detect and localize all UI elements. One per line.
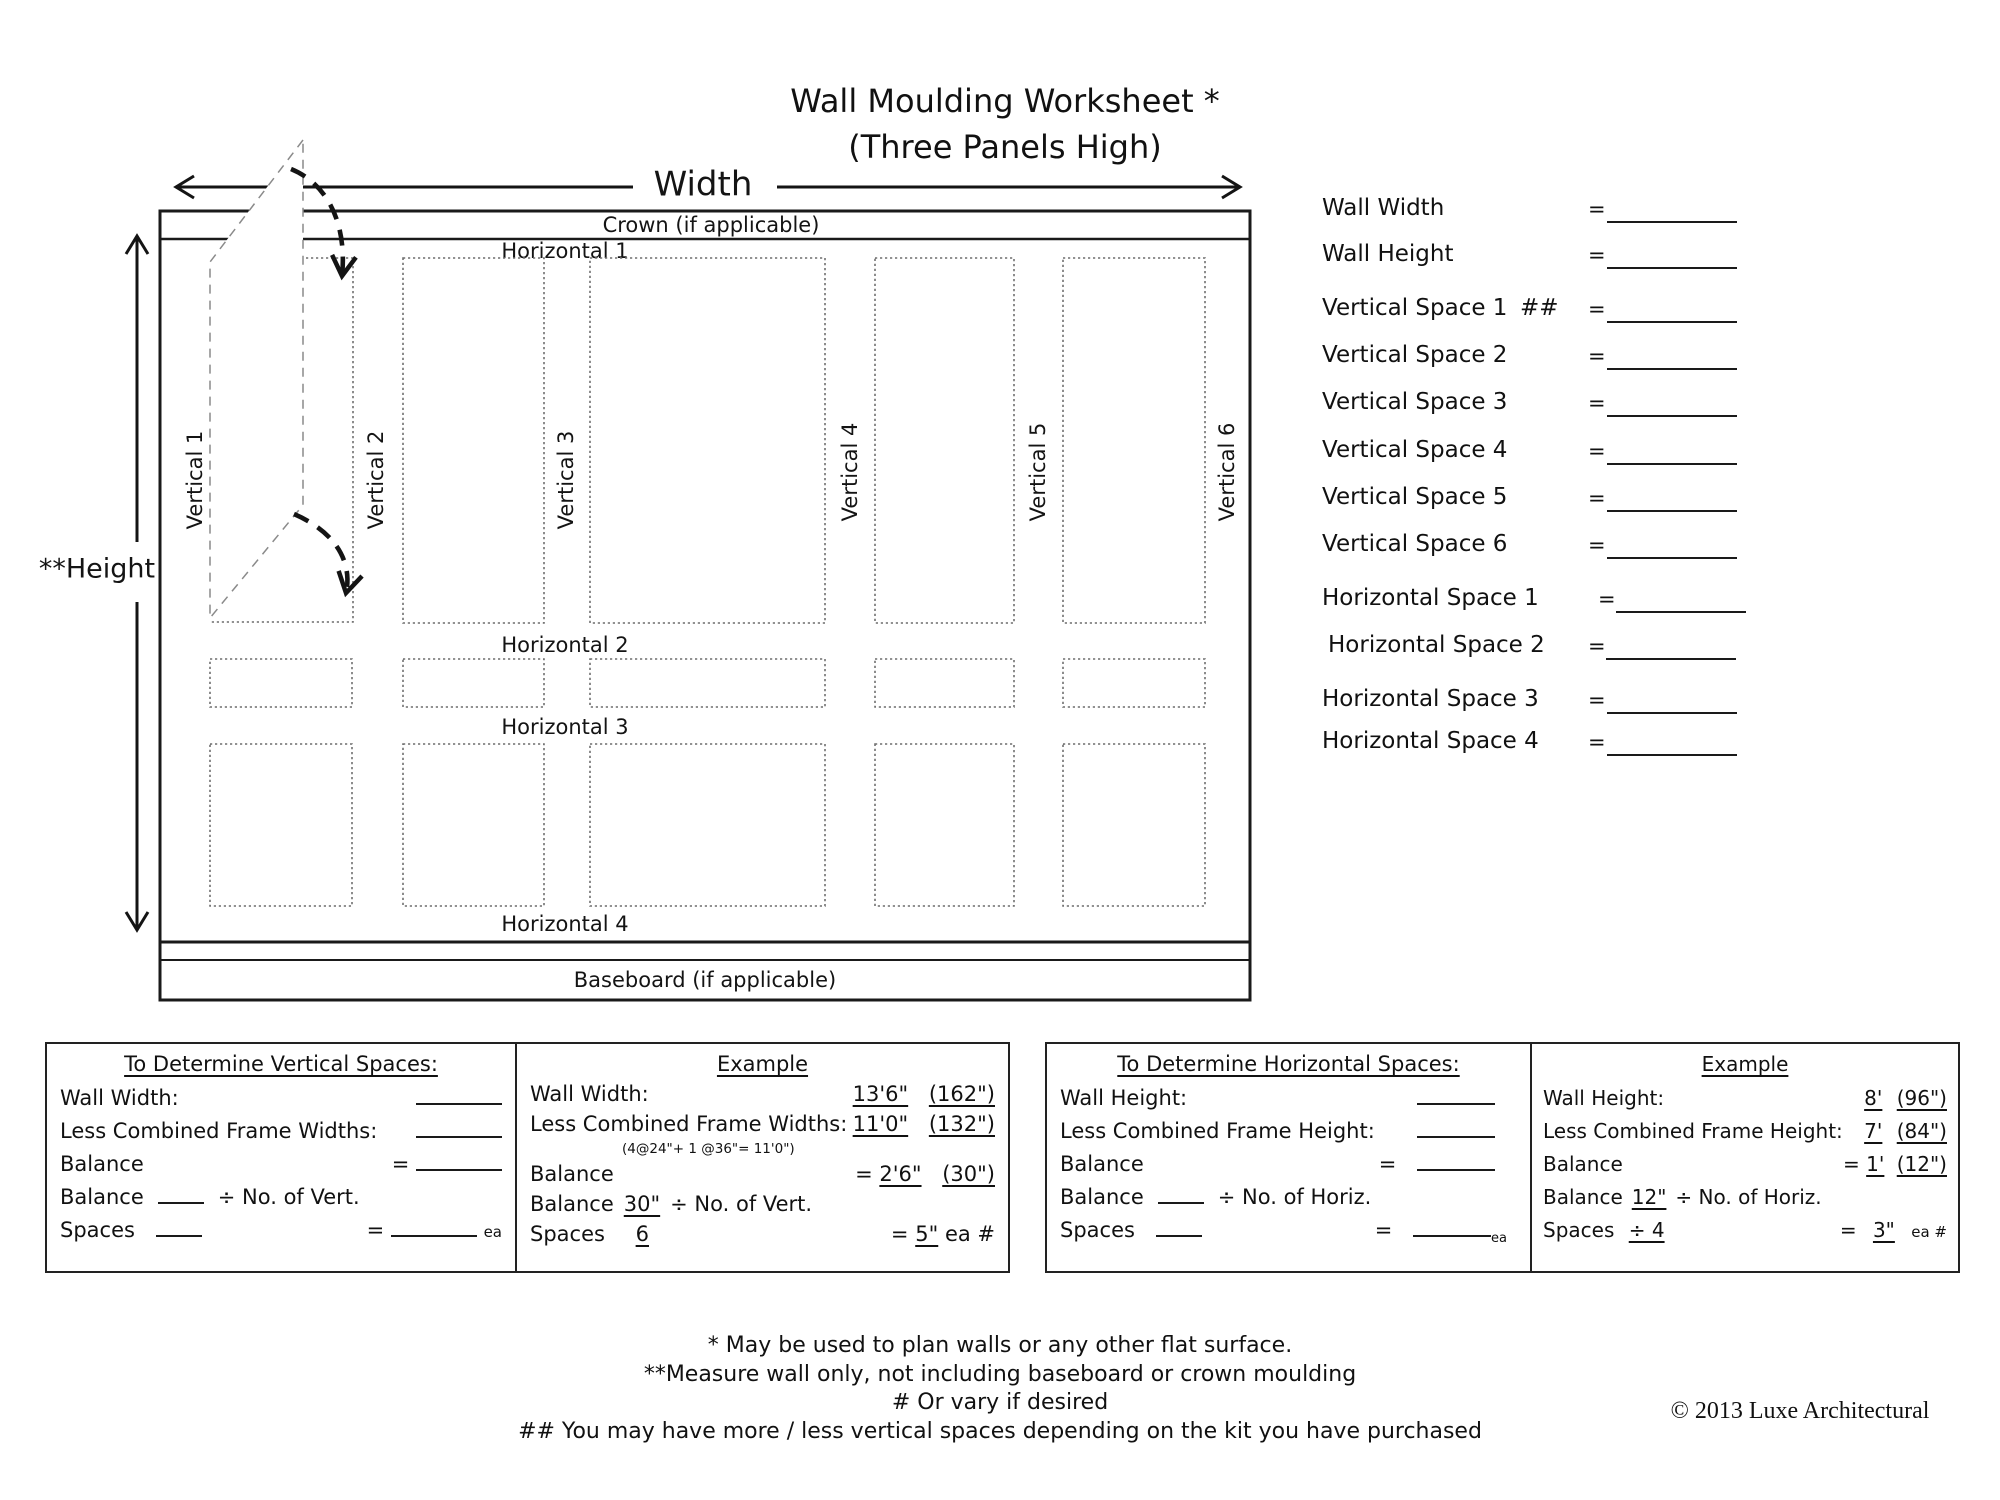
example-value: 2'6" (879, 1162, 922, 1186)
equals-sign: = (1588, 486, 1606, 510)
footnote-4: ## You may have more / less vertical spaces depending on the kit you have purchased (518, 1418, 1482, 1444)
fill-in-blank (1607, 463, 1737, 465)
fill-in-blank (1607, 712, 1737, 714)
row-label: Wall Height: (1543, 1086, 1665, 1110)
box-row (1543, 1148, 1947, 1181)
row-label: Balance (1543, 1185, 1623, 1209)
form-label: Horizontal Space 3 (1322, 686, 1539, 712)
row-label: Balance (530, 1192, 614, 1216)
equals-sign: = (1588, 634, 1606, 658)
box-row (60, 1115, 502, 1148)
form-row-vertical-space-4 (1322, 437, 1782, 469)
each-suffix: ea (1491, 1231, 1507, 1247)
height-label: **Height (38, 553, 156, 585)
fill-in-blank (1607, 754, 1737, 756)
equals-sign: = (1588, 243, 1606, 267)
vertical-1-label: Vertical 1 (183, 430, 207, 530)
row-label: Less Combined Frame Widths: (530, 1112, 848, 1136)
box-title: To Determine Vertical Spaces: (124, 1052, 438, 1076)
row-label: Less Combined Frame Height: (1543, 1119, 1843, 1143)
horizontal-2-label: Horizontal 2 (501, 633, 629, 657)
box-row (1060, 1115, 1517, 1148)
equals-sign: = (1588, 439, 1606, 463)
wall-outline (160, 211, 1250, 1000)
box-row (60, 1148, 502, 1181)
example-value: 7' (1864, 1119, 1883, 1143)
row-label: Less Combined Frame Height: (1060, 1119, 1375, 1143)
equals-sign: = (855, 1162, 873, 1186)
box-row (1543, 1082, 1947, 1115)
box-row (530, 1110, 995, 1140)
form-label: Vertical Space 5 (1322, 484, 1508, 510)
vertical-example-box (517, 1042, 1010, 1273)
box-row (60, 1082, 502, 1115)
form-label: Vertical Space 1 (1322, 295, 1508, 321)
form-label: Horizontal Space 2 (1328, 632, 1545, 658)
form-row-vertical-space-6 (1322, 531, 1782, 563)
copyright: © 2013 Luxe Architectural (1670, 1398, 1930, 1424)
title-line-1: Wall Moulding Worksheet * (790, 82, 1220, 120)
example-value: (84") (1896, 1119, 1947, 1143)
footnote-3: # Or vary if desired (891, 1390, 1109, 1415)
row-label: Balance (530, 1162, 614, 1186)
fill-in-blank (416, 1116, 502, 1138)
example-value: (96") (1896, 1086, 1947, 1110)
each-suffix: ea (483, 1223, 502, 1241)
fill-in-blank (1607, 221, 1737, 223)
fill-in-blank (1417, 1116, 1495, 1138)
row-label: Wall Width: (530, 1082, 649, 1106)
equals-sign: = (1588, 730, 1606, 754)
form-row-horizontal-space-3 (1322, 686, 1782, 718)
form-label: Vertical Space 4 (1322, 437, 1508, 463)
title-line-2: (Three Panels High) (848, 128, 1162, 166)
form-label: Wall Height (1322, 241, 1454, 267)
equals-sign: = (366, 1218, 385, 1242)
fill-in-blank (1607, 510, 1737, 512)
equals-sign: = (1588, 297, 1606, 321)
example-value: (132") (928, 1112, 995, 1136)
example-value: 5" (915, 1222, 939, 1246)
form-label: Vertical Space 3 (1322, 389, 1508, 415)
horizontal-spaces-box (1045, 1042, 1532, 1273)
baseboard-label: Baseboard (if applicable) (573, 968, 837, 992)
each-suffix: ea # (944, 1222, 995, 1246)
example-value: 8' (1864, 1086, 1883, 1110)
horizontal-4-label: Horizontal 4 (501, 912, 629, 936)
equals-sign: = (1588, 344, 1606, 368)
box-row (530, 1190, 995, 1220)
row-label: ÷ No. of Horiz. (1675, 1185, 1822, 1209)
fill-in-blank (156, 1215, 202, 1237)
fill-in-blank (1616, 611, 1746, 613)
vertical-spaces-box (45, 1042, 517, 1273)
box-row (530, 1160, 995, 1190)
box-row (1543, 1181, 1947, 1214)
each-suffix: ea # (1911, 1223, 1947, 1241)
box-row (1060, 1214, 1517, 1247)
row-label: Spaces (1543, 1218, 1615, 1242)
box-row (60, 1214, 502, 1247)
row-label: Spaces (60, 1218, 135, 1242)
equals-sign: = (1843, 1152, 1860, 1176)
crown-label: Crown (if applicable) (602, 213, 820, 237)
row-label: Balance (60, 1185, 144, 1209)
fill-in-blank (1417, 1149, 1495, 1171)
example-value: 12" (1631, 1185, 1667, 1209)
vertical-4-label: Vertical 4 (838, 422, 862, 522)
vertical-2-label: Vertical 2 (364, 430, 388, 530)
row-label: ÷ No. of Vert. (670, 1192, 813, 1216)
form-label: Wall Width (1322, 195, 1445, 221)
fill-in-blank (1413, 1215, 1491, 1237)
example-value: 30" (623, 1192, 661, 1216)
fill-in-blank (1606, 658, 1736, 660)
equals-sign: = (1374, 1218, 1393, 1242)
box-title: Example (716, 1052, 809, 1076)
form-label: Horizontal Space 1 (1322, 585, 1539, 611)
equals-sign: = (1598, 587, 1616, 611)
equals-sign: = (1378, 1152, 1397, 1176)
box-row (1060, 1181, 1517, 1214)
width-label: Width (653, 164, 753, 205)
example-value: 3" (1872, 1218, 1895, 1242)
form-label: Horizontal Space 4 (1322, 728, 1539, 754)
box-row (530, 1080, 995, 1110)
row-label: Balance (1060, 1152, 1144, 1176)
horizontal-1-label: Horizontal 1 (501, 239, 629, 263)
double-hash-note: ## (1520, 295, 1559, 321)
fill-in-blank (1156, 1215, 1202, 1237)
example-value: ÷ 4 (1628, 1218, 1665, 1242)
box-title: To Determine Horizontal Spaces: (1117, 1052, 1460, 1076)
equals-sign: = (391, 1152, 410, 1176)
form-row-vertical-space-5 (1322, 484, 1782, 516)
equals-sign: = (1839, 1218, 1857, 1242)
form-row-vertical-space-2 (1322, 342, 1782, 374)
footnote-2: **Measure wall only, not including baseboard or crown moulding (643, 1361, 1357, 1387)
form-row-vertical-space-3 (1322, 389, 1782, 421)
form-row-wall-height (1322, 241, 1782, 273)
box-row (530, 1220, 995, 1250)
equals-sign: = (1588, 391, 1606, 415)
row-label: Wall Width: (60, 1086, 179, 1110)
row-label: ÷ No. of Vert. (217, 1185, 360, 1209)
row-label: Balance (60, 1152, 144, 1176)
row-label: Wall Height: (1060, 1086, 1188, 1110)
footnote-1: * May be used to plan walls or any other flat surface. (707, 1333, 1293, 1358)
row-label: Balance (1543, 1152, 1623, 1176)
form-label: Vertical Space 6 (1322, 531, 1508, 557)
horizontal-example-box (1532, 1042, 1960, 1273)
fill-in-blank (1417, 1083, 1495, 1105)
fill-in-blank (158, 1182, 204, 1204)
fill-in-blank (1607, 321, 1737, 323)
fill-in-blank (1158, 1182, 1204, 1204)
fill-in-blank (1607, 557, 1737, 559)
equals-sign: = (1588, 688, 1606, 712)
row-label: Less Combined Frame Widths: (60, 1119, 378, 1143)
box-row (1543, 1115, 1947, 1148)
example-value: (30") (942, 1162, 995, 1186)
horizontal-3-label: Horizontal 3 (501, 715, 629, 739)
example-value: 13'6" (852, 1082, 909, 1106)
row-label: Spaces (1060, 1218, 1135, 1242)
vertical-6-label: Vertical 6 (1215, 422, 1239, 522)
fill-in-blank (1607, 267, 1737, 269)
fill-in-blank (416, 1149, 502, 1171)
row-label: Spaces (530, 1222, 605, 1246)
row-label: ÷ No. of Horiz. (1217, 1185, 1372, 1209)
example-value: 1' (1866, 1152, 1885, 1176)
fill-in-blank (1607, 368, 1737, 370)
form-label: Vertical Space 2 (1322, 342, 1508, 368)
example-value: (162") (928, 1082, 995, 1106)
example-value: 6 (635, 1222, 649, 1246)
box-row (60, 1181, 502, 1214)
footnotes (0, 1332, 2000, 1446)
equals-sign: = (890, 1222, 909, 1246)
box-row (1060, 1148, 1517, 1181)
example-value: 11'0" (852, 1112, 909, 1136)
form-row-vertical-space-1 (1322, 295, 1782, 327)
equals-sign: = (1588, 533, 1606, 557)
form-row-horizontal-space-2 (1328, 632, 1788, 664)
equals-sign: = (1588, 197, 1606, 221)
example-value: (12") (1896, 1152, 1947, 1176)
form-row-horizontal-space-1 (1322, 585, 1782, 617)
vertical-3-label: Vertical 3 (554, 430, 578, 530)
example-note: (4@24"+ 1 @36"= 11'0") (622, 1141, 795, 1157)
row-label: Balance (1060, 1185, 1144, 1209)
box-title: Example (1701, 1052, 1789, 1076)
vertical-5-label: Vertical 5 (1026, 422, 1050, 522)
box-row (1060, 1082, 1517, 1115)
fill-in-blank (391, 1215, 477, 1237)
form-row-wall-width (1322, 195, 1782, 227)
box-row (1543, 1214, 1947, 1247)
fill-in-blank (416, 1083, 502, 1105)
fill-in-blank (1607, 415, 1737, 417)
form-row-horizontal-space-4 (1322, 728, 1782, 760)
